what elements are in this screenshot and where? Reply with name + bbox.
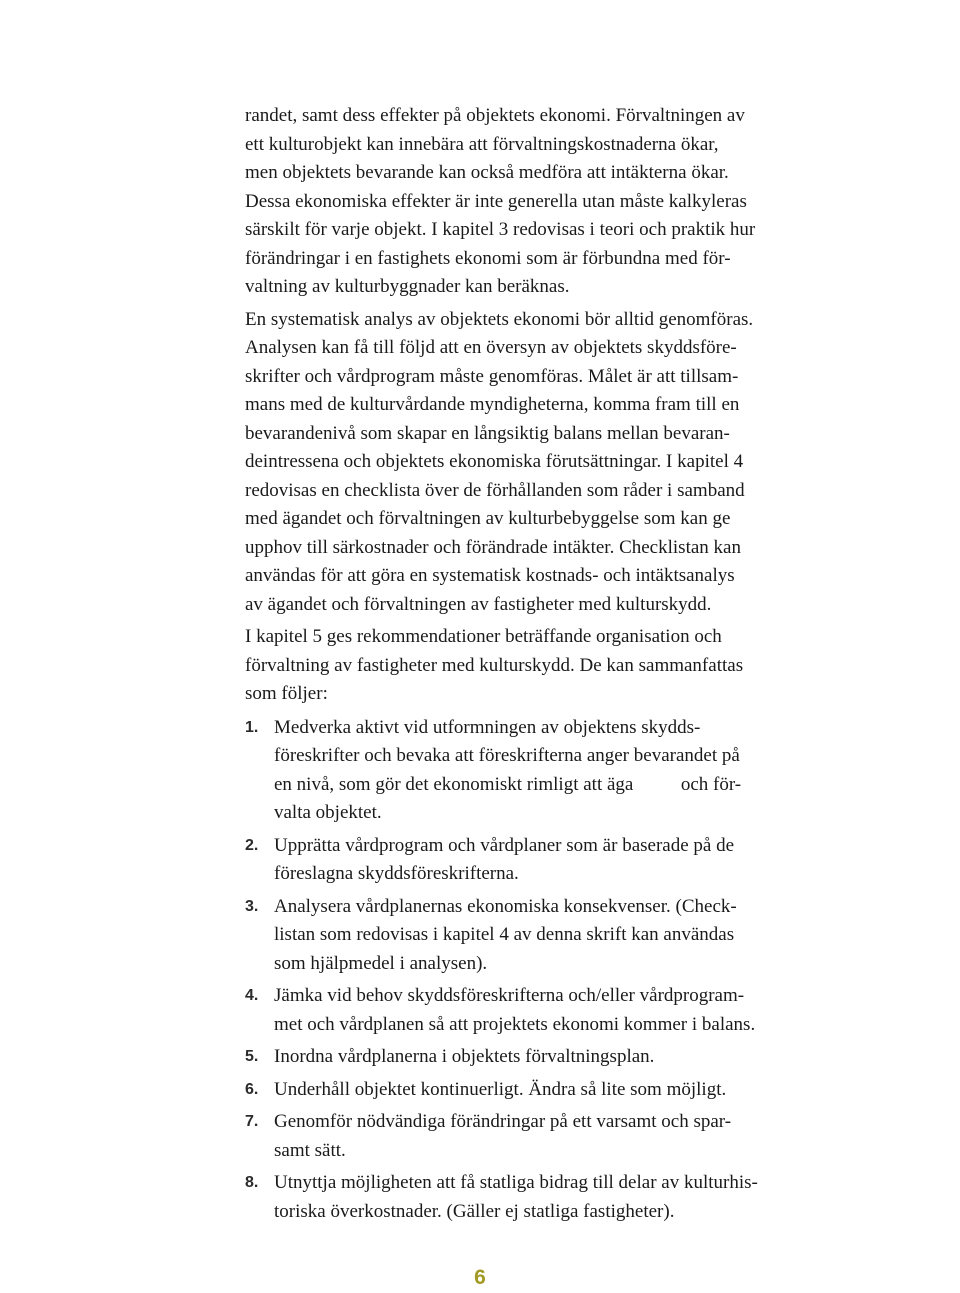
text-line: Utnyttja möjligheten att få statliga bidrag till delar av kulturhis- [274,1172,758,1193]
text-line: Genomför nödvändiga förändringar på ett varsamt och spar- [274,1111,732,1132]
text-line: men objektets bevarande kan också medföra att intäkterna ökar. [245,162,729,183]
list-item-5 [245,1043,857,1072]
text-line: bevarandenivå som skapar en långsiktig balans mellan bevaran- [245,422,730,444]
text-line: som följer: [245,683,328,704]
list-item-3 [245,893,857,979]
text-line: randet, samt dess effekter på objektets ekonomi. Förvaltningen av [245,105,745,126]
list-number: 5. [245,1048,259,1065]
text-line: Analysera vårdplanernas ekonomiska konsekvenser. (Check- [274,895,737,917]
text-line: Medverka aktivt vid utformningen av objektens skydds- [274,716,701,738]
text-line: samt sätt. [274,1139,346,1161]
text-line: av ägandet och förvaltningen av fastigheter med kulturskydd. [245,593,712,615]
recommendation-list [245,714,857,1227]
text-line: med ägandet och förvaltningen av kulturbebyggelse som kan ge [245,508,731,529]
text-line: föreskrifter och bevaka att föreskrifterna anger bevarandet på [274,745,740,766]
text-line: skrifter och vårdprogram måste genomföras. Målet är att tillsam- [245,365,739,387]
paragraph-3 [245,623,857,709]
text-line: upphov till särkostnader och förändrade intäkter. Checklistan kan [245,536,741,558]
text-line: Underhåll objektet kontinuerligt. Ändra så lite som möjligt. [274,1078,727,1100]
list-number: 7. [245,1113,259,1130]
text-line: Jämka vid behov skyddsföreskrifterna och/eller vårdprogram- [274,985,745,1006]
text-line: som hjälpmedel i analysen). [274,952,488,974]
text-line: ett kulturobjekt kan innebära att förvaltningskostnaderna ökar, [245,133,719,155]
text-line: redovisas en checklista över de förhållanden som råder i samband [245,479,745,501]
text-line: Dessa ekonomiska effekter är inte generella utan måste kalkyleras [245,190,747,212]
list-item-8 [245,1169,857,1226]
list-number: 1. [245,718,259,736]
list-item-2 [245,832,857,889]
text-line: en nivå, som gör det ekonomiskt rimligt att äga och för- [274,773,742,795]
text-line: valtning av kulturbyggnader kan beräknas. [245,276,570,297]
list-number: 4. [245,987,259,1004]
text-line: listan som redovisas i kapitel 4 av denna skrift kan användas [274,924,735,945]
text-line: förändringar i en fastighets ekonomi som är förbundna med för- [245,247,731,269]
list-item-7 [245,1108,857,1165]
text-line: mans med de kulturvårdande myndigheterna, komma fram till en [245,394,740,415]
list-number: 2. [245,836,259,854]
list-item-1 [245,714,857,828]
text-line: toriska överkostnader. (Gäller ej statliga fastigheter). [274,1200,675,1222]
text-line: valta objektet. [274,802,382,823]
paragraph-1 [245,102,857,302]
list-item-6 [245,1076,857,1105]
list-item-4 [245,982,857,1039]
text-line: Upprätta vårdprogram och vårdplaner som är baserade på de [274,834,735,856]
page-number: 6 [474,1266,486,1289]
paragraph-2 [245,306,857,620]
text-line: deintressena och objektets ekonomiska förutsättningar. I kapitel 4 [245,451,744,472]
list-number: 8. [245,1174,259,1191]
text-line: met och vårdplanen så att projektets ekonomi kommer i balans. [274,1013,756,1035]
text-line: förvaltning av fastigheter med kulturskydd. De kan sammanfattas [245,654,744,676]
text-line: I kapitel 5 ges rekommendationer beträffande organisation och [245,626,722,647]
text-line: användas för att göra en systematisk kostnads- och intäktsanalys [245,565,735,586]
list-number: 3. [245,897,259,915]
text-line: Analysen kan få till följd att en översyn av objektets skyddsföre- [245,337,737,358]
text-line: föreslagna skyddsföreskrifterna. [274,863,519,884]
text-line: En systematisk analys av objektets ekonomi bör alltid genomföras. [245,308,754,330]
text-line: särskilt för varje objekt. I kapitel 3 redovisas i teori och praktik hur [245,219,756,240]
text-line: Inordna vårdplanerna i objektets förvaltningsplan. [274,1046,655,1067]
list-number: 6. [245,1080,259,1098]
body-text [245,102,857,1230]
